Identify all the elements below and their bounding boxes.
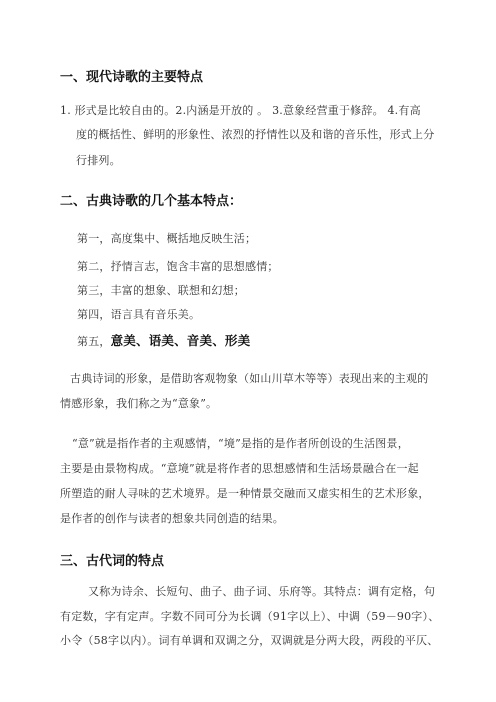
paragraph-line: 古典诗词的形象，是借助客观物象（如山川草木等等）表现出来的主观的 [70,372,429,385]
emphasis-text: 意美、语美、音美、形美 [110,333,251,348]
list-item: 第一，高度集中、概括地反映生活； [77,232,257,245]
paragraph-line: 小令（58字以内）。词有单调和双调之分，双调就是分两大段，两段的平仄、 [60,634,439,647]
list-item-prefix: 第五， [77,335,111,348]
paragraph-line: 是作者的创作与读者的想象共同创造的结果。 [60,512,284,525]
paragraph-line: 行排列。 [76,154,121,167]
paragraph-line: 又称为诗余、长短句、曲子、曲子词、乐府等。其特点：调有定格，句 [88,585,436,598]
list-item: 第四，语言具有音乐美。 [77,308,201,321]
list-item: 第三，丰富的想象、联想和幻想； [77,284,245,297]
list-item-emphasis [77,331,250,349]
paragraph-line: 主要是由景物构成。“意境”就是将作者的思想感情和生活场景融合在一起 [60,462,419,475]
section-heading-modern-poetry: 一、现代诗歌的主要特点 [60,70,204,85]
paragraph-line: 度的概括性、鲜明的形象性、浓烈的抒情性以及和谐的音乐性，形式上分 [76,128,435,141]
paragraph-line: 有定数，字有定声。字数不同可分为长调（91字以上）、中调（59－90字）、 [60,610,440,623]
paragraph-line: 1. 形式是比较自由的。2.内涵是开放的 。 3.意象经营重于修辞。 4.有高 [60,104,421,117]
paragraph-line: 情感形象，我们称之为“意象”。 [60,397,218,410]
section-heading-classical-poetry: 二、古典诗歌的几个基本特点： [60,194,243,209]
paragraph-line: 所塑造的耐人寻味的艺术境界。是一种情景交融而又虚实相生的艺术形象， [60,487,430,500]
list-item: 第二，抒情言志，饱含丰富的思想感情； [77,260,279,273]
section-heading-classical-ci: 三、古代词的特点 [60,554,165,569]
paragraph-line: “意”就是指作者的主观感情，“境”是指的是作者所创设的生活图景， [72,437,409,450]
